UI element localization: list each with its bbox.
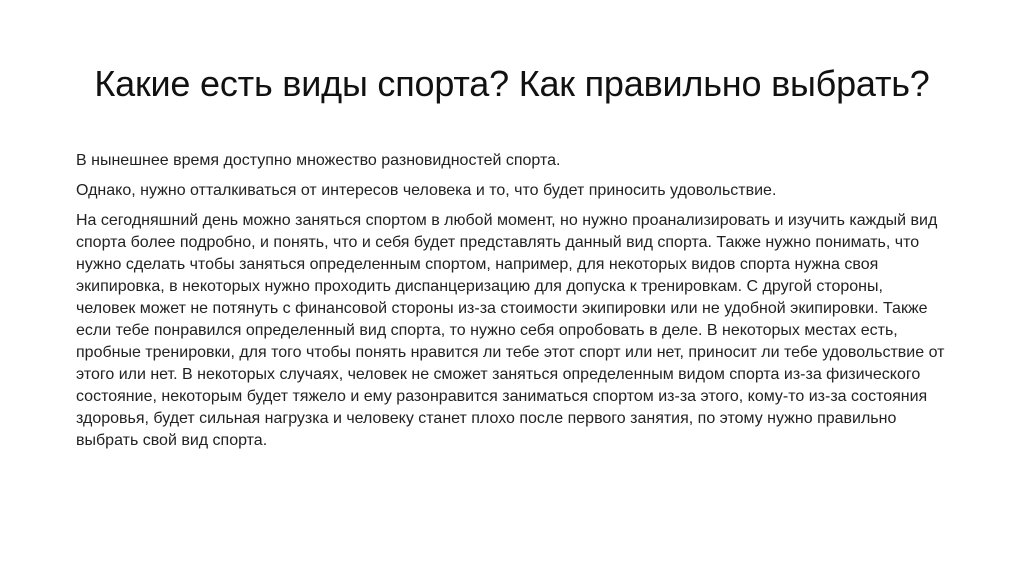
- paragraph-details: На сегодняшний день можно заняться спортом в любой момент, но нужно проанализировать и изучить каждый вид спорта более подробно, и понять, что и себя будет представлять данный вид спорта. Также нужно понимать, что нужно сделать чтобы заняться определенным спортом, например, для некоторых видов спорта нужна своя экипировка, в некоторых нужно проходить диспанцеризацию для допуска к тренировкам. С другой стороны, человек может не потянуть с финансовой стороны из-за стоимости экипировки или не удобной экипировки. Также если тебе понравился определенный вид спорта, то нужно себя опробовать в деле. В некоторых местах есть, пробные тренировки, для того чтобы понять нравится ли тебе этот спорт или нет, приносит ли тебе удовольствие от этого или нет. В некоторых случаях, человек не сможет заняться определенным видом спорта из-за физического состояние, некоторым будет тяжело и ему разонравится заниматься спортом из-за этого, кому-то из-за состояния здоровья, будет сильная нагрузка и человеку станет плохо после первого занятия, по этому нужно правильно выбрать свой вид спорта.: [76, 212, 945, 449]
- slide-title: Какие есть виды спорта? Как правильно выбрать?: [94, 63, 930, 104]
- slide-body: [76, 150, 946, 460]
- paragraph-interests: Однако, нужно отталкиваться от интересов человека и то, что будет приносить удовольствие.: [76, 182, 777, 199]
- paragraph-intro: В нынешнее время доступно множество разновидностей спорта.: [76, 152, 561, 169]
